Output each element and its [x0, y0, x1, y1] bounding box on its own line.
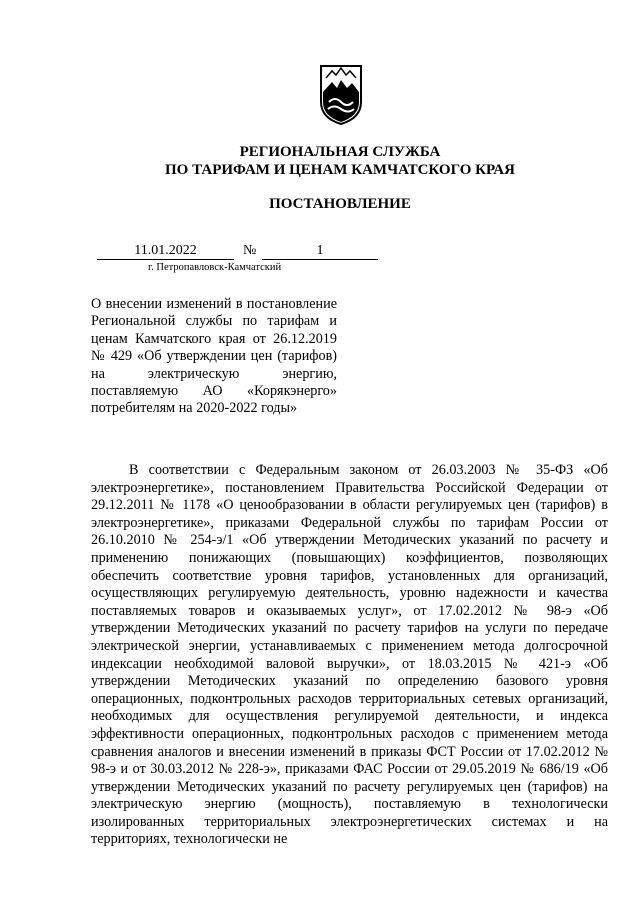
document-date: 11.01.2022 [97, 243, 234, 260]
coat-of-arms-icon [318, 62, 364, 126]
document-subject: О внесении изменений в постановление Региональной службы по тарифам и ценам Камчатского края от 26.12.2019 № 429 «Об утверждении цен (тарифов) на электрическую энергию, поставляемую АО «Корякэнерго» потребителям на 2020-2022 годы» [91, 296, 337, 417]
document-body-paragraph: В соответствии с Федеральным законом от 26.03.2003 № 35-ФЗ «Об электроэнергетике», постановлением Правительства Российской Федерации от 29.12.2011 № 1178 «О ценообразовании в области регулируемых цен (тарифов) в электроэнергетике», приказами Федеральной службы по тарифам России от 26.10.2010 № 254-э/1 «Об утверждении Методических указаний по расчету и применению понижающих (повышающих) коэффициентов, позволяющих обеспечить соответствие уровня тарифов, установленных для организаций, осуществляющих регулируемую деятельность, уровню надежности и качества поставляемых товаров и оказываемых услуг», от 17.02.2012 № 98-э «Об утверждении Методических указаний по расчету тарифов на услуги по передаче электрической энергии, устанавливаемых с применением метода долгосрочной индексации необходимой валовой выручки», от 18.03.2015 № 421-э «Об утверждении Методических указаний по определению базового уровня операционных, подконтрольных расходов территориальных сетевых организаций, необходимых для осуществления регулируемой деятельности, и индекса эффективности операционных, подконтрольных расходов с применением метода сравнения аналогов и внесении изменений в приказы ФСТ России от 17.02.2012 № 98-э и от 30.03.2012 № 228-э», приказами ФАС России от 29.05.2019 № 686/19 «Об утверждении Методических указаний по расчету регулируемых цен (тарифов) на электрическую энергию (мощность), поставляемую в технологически изолированных территориальных электроэнергетических системах и на территориях, технологически не [91, 462, 608, 848]
organization-name-line2: ПО ТАРИФАМ И ЦЕНАМ КАМЧАТСКОГО КРАЯ [165, 162, 515, 178]
document-number: 1 [262, 243, 378, 260]
number-sign: № [243, 243, 257, 258]
document-city: г. Петропавловск-Камчатский [148, 262, 282, 273]
organization-name-line1: РЕГИОНАЛЬНАЯ СЛУЖБА [239, 144, 441, 160]
document-type: ПОСТАНОВЛЕНИЕ [269, 196, 411, 212]
